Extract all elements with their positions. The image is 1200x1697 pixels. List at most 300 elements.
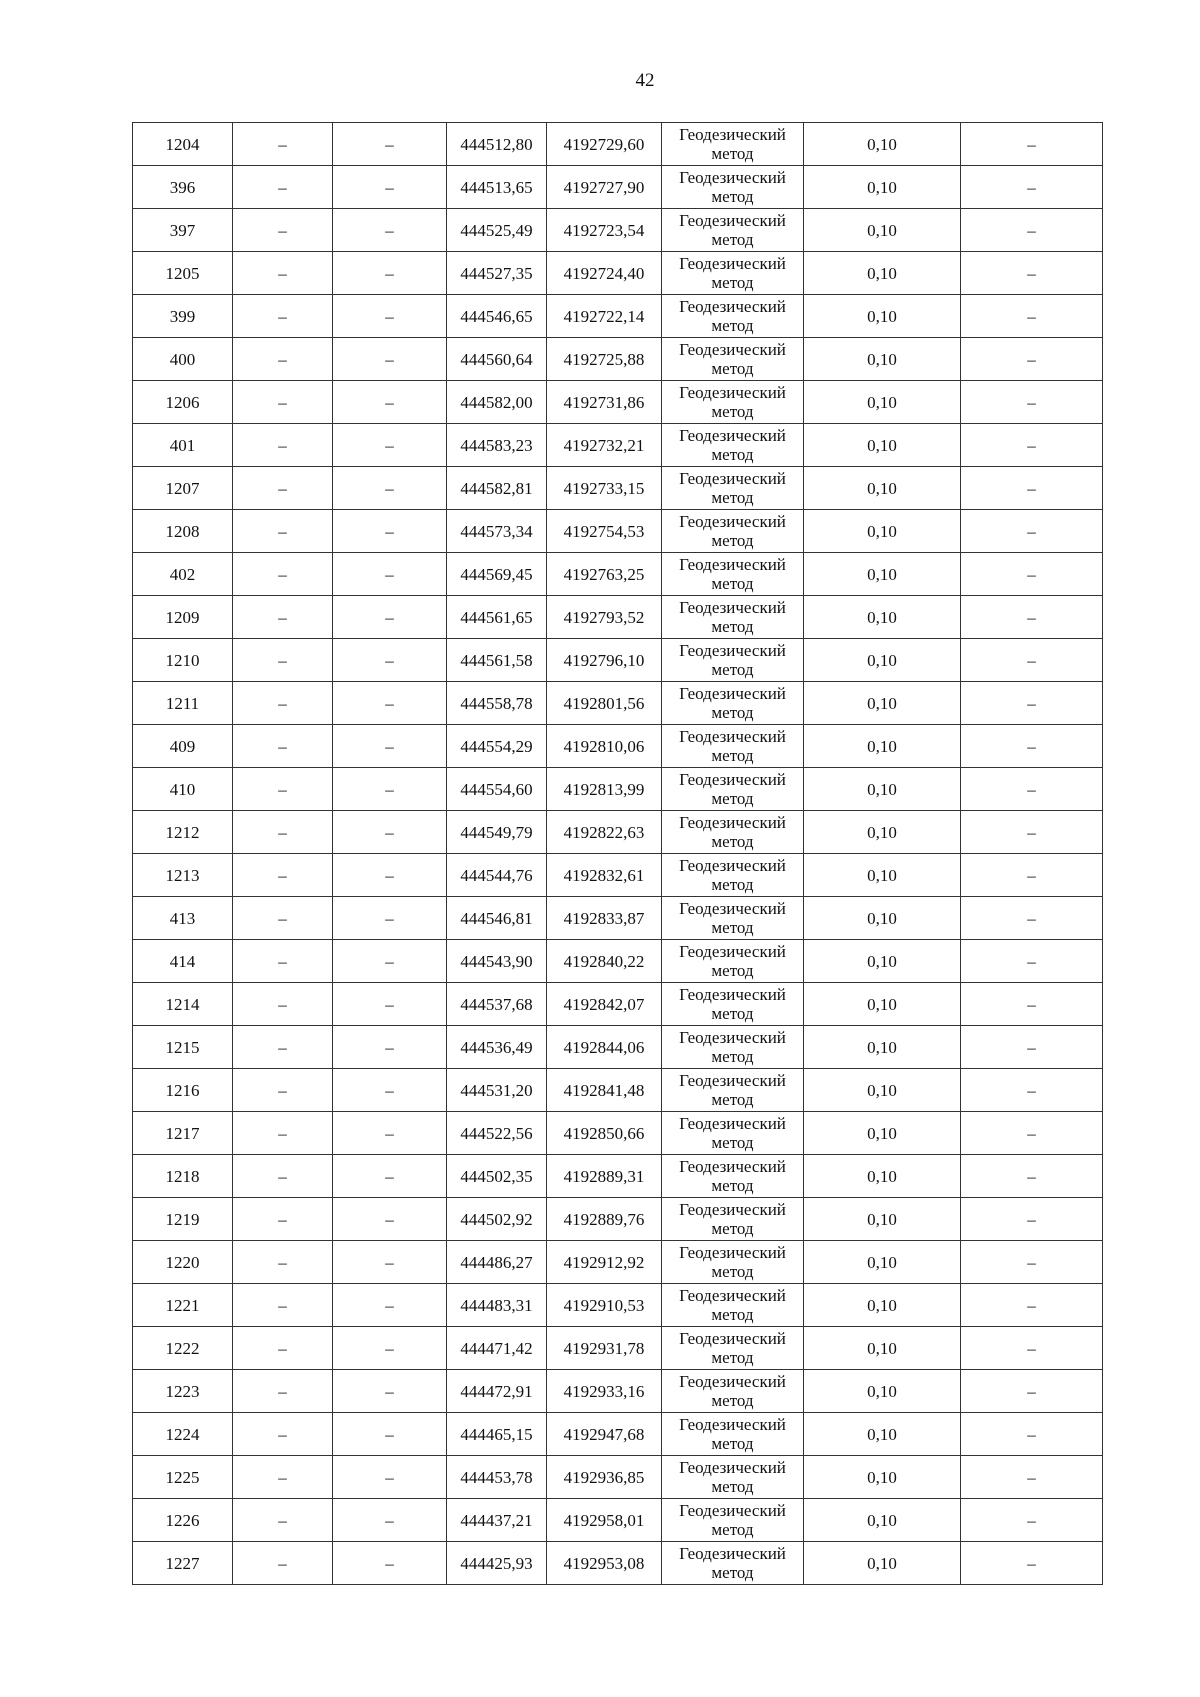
column-3-cell: – (333, 1241, 447, 1284)
accuracy-cell: 0,10 (804, 1026, 961, 1069)
column-3-cell: – (333, 811, 447, 854)
column-2-cell: – (233, 553, 333, 596)
method-cell: Геодезический метод (662, 1112, 804, 1155)
column-8-cell: – (961, 1112, 1103, 1155)
table-row (133, 295, 1103, 338)
point-number-cell: 1215 (133, 1026, 233, 1069)
column-2-cell: – (233, 596, 333, 639)
accuracy-cell: 0,10 (804, 1198, 961, 1241)
x-coordinate-cell: 444522,56 (447, 1112, 547, 1155)
y-coordinate-cell: 4192833,87 (547, 897, 662, 940)
column-8-cell: – (961, 596, 1103, 639)
method-cell: Геодезический метод (662, 1069, 804, 1112)
y-coordinate-cell: 4192889,31 (547, 1155, 662, 1198)
y-coordinate-cell: 4192731,86 (547, 381, 662, 424)
column-3-cell: – (333, 940, 447, 983)
point-number-cell: 400 (133, 338, 233, 381)
column-8-cell: – (961, 338, 1103, 381)
table-row (133, 166, 1103, 209)
table-row (133, 553, 1103, 596)
method-cell: Геодезический метод (662, 424, 804, 467)
method-cell: Геодезический метод (662, 854, 804, 897)
column-8-cell: – (961, 1026, 1103, 1069)
column-3-cell: – (333, 252, 447, 295)
method-cell: Геодезический метод (662, 1284, 804, 1327)
column-3-cell: – (333, 725, 447, 768)
point-number-cell: 1221 (133, 1284, 233, 1327)
accuracy-cell: 0,10 (804, 295, 961, 338)
page-number: 42 (635, 70, 655, 91)
x-coordinate-cell: 444536,49 (447, 1026, 547, 1069)
y-coordinate-cell: 4192729,60 (547, 123, 662, 166)
column-3-cell: – (333, 1284, 447, 1327)
method-cell: Геодезический метод (662, 553, 804, 596)
method-cell: Геодезический метод (662, 1456, 804, 1499)
column-8-cell: – (961, 1456, 1103, 1499)
y-coordinate-cell: 4192958,01 (547, 1499, 662, 1542)
accuracy-cell: 0,10 (804, 983, 961, 1026)
column-3-cell: – (333, 854, 447, 897)
column-8-cell: – (961, 768, 1103, 811)
column-2-cell: – (233, 854, 333, 897)
column-8-cell: – (961, 1284, 1103, 1327)
point-number-cell: 1213 (133, 854, 233, 897)
method-cell: Геодезический метод (662, 1026, 804, 1069)
x-coordinate-cell: 444537,68 (447, 983, 547, 1026)
x-coordinate-cell: 444471,42 (447, 1327, 547, 1370)
accuracy-cell: 0,10 (804, 209, 961, 252)
column-2-cell: – (233, 1499, 333, 1542)
table-row (133, 854, 1103, 897)
x-coordinate-cell: 444546,65 (447, 295, 547, 338)
method-cell: Геодезический метод (662, 639, 804, 682)
column-3-cell: – (333, 338, 447, 381)
x-coordinate-cell: 444582,81 (447, 467, 547, 510)
x-coordinate-cell: 444544,76 (447, 854, 547, 897)
table-row (133, 1069, 1103, 1112)
column-2-cell: – (233, 682, 333, 725)
column-8-cell: – (961, 854, 1103, 897)
column-3-cell: – (333, 1198, 447, 1241)
method-cell: Геодезический метод (662, 209, 804, 252)
point-number-cell: 1226 (133, 1499, 233, 1542)
accuracy-cell: 0,10 (804, 1112, 961, 1155)
x-coordinate-cell: 444453,78 (447, 1456, 547, 1499)
column-8-cell: – (961, 682, 1103, 725)
method-cell: Геодезический метод (662, 1327, 804, 1370)
table-row (133, 1456, 1103, 1499)
table-row (133, 1413, 1103, 1456)
x-coordinate-cell: 444549,79 (447, 811, 547, 854)
y-coordinate-cell: 4192844,06 (547, 1026, 662, 1069)
column-2-cell: – (233, 897, 333, 940)
x-coordinate-cell: 444561,65 (447, 596, 547, 639)
accuracy-cell: 0,10 (804, 467, 961, 510)
accuracy-cell: 0,10 (804, 424, 961, 467)
column-8-cell: – (961, 811, 1103, 854)
y-coordinate-cell: 4192754,53 (547, 510, 662, 553)
table-body (133, 123, 1103, 1585)
column-2-cell: – (233, 940, 333, 983)
column-2-cell: – (233, 725, 333, 768)
method-cell: Геодезический метод (662, 811, 804, 854)
y-coordinate-cell: 4192733,15 (547, 467, 662, 510)
column-3-cell: – (333, 1026, 447, 1069)
column-8-cell: – (961, 897, 1103, 940)
column-2-cell: – (233, 768, 333, 811)
column-2-cell: – (233, 1284, 333, 1327)
column-8-cell: – (961, 1327, 1103, 1370)
table-row (133, 1241, 1103, 1284)
method-cell: Геодезический метод (662, 123, 804, 166)
method-cell: Геодезический метод (662, 596, 804, 639)
y-coordinate-cell: 4192732,21 (547, 424, 662, 467)
table-row (133, 252, 1103, 295)
column-3-cell: – (333, 467, 447, 510)
column-8-cell: – (961, 424, 1103, 467)
point-number-cell: 1220 (133, 1241, 233, 1284)
column-3-cell: – (333, 1155, 447, 1198)
point-number-cell: 401 (133, 424, 233, 467)
column-8-cell: – (961, 381, 1103, 424)
column-8-cell: – (961, 940, 1103, 983)
column-8-cell: – (961, 1241, 1103, 1284)
accuracy-cell: 0,10 (804, 1155, 961, 1198)
y-coordinate-cell: 4192841,48 (547, 1069, 662, 1112)
table-row (133, 897, 1103, 940)
point-number-cell: 1224 (133, 1413, 233, 1456)
column-3-cell: – (333, 983, 447, 1026)
point-number-cell: 1223 (133, 1370, 233, 1413)
x-coordinate-cell: 444560,64 (447, 338, 547, 381)
y-coordinate-cell: 4192936,85 (547, 1456, 662, 1499)
accuracy-cell: 0,10 (804, 768, 961, 811)
method-cell: Геодезический метод (662, 1155, 804, 1198)
point-number-cell: 1222 (133, 1327, 233, 1370)
column-2-cell: – (233, 1198, 333, 1241)
y-coordinate-cell: 4192840,22 (547, 940, 662, 983)
column-8-cell: – (961, 467, 1103, 510)
accuracy-cell: 0,10 (804, 1542, 961, 1585)
method-cell: Геодезический метод (662, 381, 804, 424)
accuracy-cell: 0,10 (804, 1241, 961, 1284)
method-cell: Геодезический метод (662, 252, 804, 295)
accuracy-cell: 0,10 (804, 1413, 961, 1456)
column-2-cell: – (233, 1370, 333, 1413)
x-coordinate-cell: 444569,45 (447, 553, 547, 596)
table-row (133, 1542, 1103, 1585)
column-3-cell: – (333, 209, 447, 252)
x-coordinate-cell: 444486,27 (447, 1241, 547, 1284)
y-coordinate-cell: 4192953,08 (547, 1542, 662, 1585)
table-row (133, 811, 1103, 854)
column-2-cell: – (233, 424, 333, 467)
y-coordinate-cell: 4192801,56 (547, 682, 662, 725)
column-3-cell: – (333, 424, 447, 467)
x-coordinate-cell: 444527,35 (447, 252, 547, 295)
column-3-cell: – (333, 1413, 447, 1456)
x-coordinate-cell: 444512,80 (447, 123, 547, 166)
x-coordinate-cell: 444465,15 (447, 1413, 547, 1456)
column-3-cell: – (333, 682, 447, 725)
column-8-cell: – (961, 166, 1103, 209)
column-8-cell: – (961, 553, 1103, 596)
method-cell: Геодезический метод (662, 725, 804, 768)
column-2-cell: – (233, 123, 333, 166)
column-3-cell: – (333, 123, 447, 166)
table-row (133, 983, 1103, 1026)
column-3-cell: – (333, 1069, 447, 1112)
column-2-cell: – (233, 639, 333, 682)
point-number-cell: 1205 (133, 252, 233, 295)
method-cell: Геодезический метод (662, 1198, 804, 1241)
y-coordinate-cell: 4192912,92 (547, 1241, 662, 1284)
x-coordinate-cell: 444582,00 (447, 381, 547, 424)
method-cell: Геодезический метод (662, 166, 804, 209)
x-coordinate-cell: 444583,23 (447, 424, 547, 467)
method-cell: Геодезический метод (662, 1241, 804, 1284)
column-3-cell: – (333, 166, 447, 209)
x-coordinate-cell: 444561,58 (447, 639, 547, 682)
table-row (133, 1327, 1103, 1370)
point-number-cell: 397 (133, 209, 233, 252)
column-2-cell: – (233, 467, 333, 510)
x-coordinate-cell: 444573,34 (447, 510, 547, 553)
column-3-cell: – (333, 553, 447, 596)
column-8-cell: – (961, 1542, 1103, 1585)
accuracy-cell: 0,10 (804, 553, 961, 596)
method-cell: Геодезический метод (662, 768, 804, 811)
column-3-cell: – (333, 596, 447, 639)
point-number-cell: 413 (133, 897, 233, 940)
column-8-cell: – (961, 983, 1103, 1026)
accuracy-cell: 0,10 (804, 639, 961, 682)
accuracy-cell: 0,10 (804, 725, 961, 768)
accuracy-cell: 0,10 (804, 1456, 961, 1499)
table-row (133, 209, 1103, 252)
column-2-cell: – (233, 295, 333, 338)
y-coordinate-cell: 4192832,61 (547, 854, 662, 897)
table-row (133, 1026, 1103, 1069)
accuracy-cell: 0,10 (804, 682, 961, 725)
x-coordinate-cell: 444554,60 (447, 768, 547, 811)
table-row (133, 639, 1103, 682)
y-coordinate-cell: 4192724,40 (547, 252, 662, 295)
point-number-cell: 1227 (133, 1542, 233, 1585)
point-number-cell: 402 (133, 553, 233, 596)
table-row (133, 1284, 1103, 1327)
table-row (133, 123, 1103, 166)
y-coordinate-cell: 4192813,99 (547, 768, 662, 811)
y-coordinate-cell: 4192822,63 (547, 811, 662, 854)
point-number-cell: 399 (133, 295, 233, 338)
accuracy-cell: 0,10 (804, 1370, 961, 1413)
x-coordinate-cell: 444425,93 (447, 1542, 547, 1585)
accuracy-cell: 0,10 (804, 123, 961, 166)
column-8-cell: – (961, 1370, 1103, 1413)
column-3-cell: – (333, 1499, 447, 1542)
method-cell: Геодезический метод (662, 897, 804, 940)
column-2-cell: – (233, 983, 333, 1026)
column-3-cell: – (333, 639, 447, 682)
column-8-cell: – (961, 510, 1103, 553)
table-row (133, 1370, 1103, 1413)
point-number-cell: 1211 (133, 682, 233, 725)
table-row (133, 682, 1103, 725)
column-2-cell: – (233, 811, 333, 854)
method-cell: Геодезический метод (662, 467, 804, 510)
column-2-cell: – (233, 1155, 333, 1198)
point-number-cell: 396 (133, 166, 233, 209)
column-2-cell: – (233, 166, 333, 209)
y-coordinate-cell: 4192842,07 (547, 983, 662, 1026)
y-coordinate-cell: 4192723,54 (547, 209, 662, 252)
point-number-cell: 1206 (133, 381, 233, 424)
column-3-cell: – (333, 295, 447, 338)
column-2-cell: – (233, 338, 333, 381)
y-coordinate-cell: 4192793,52 (547, 596, 662, 639)
method-cell: Геодезический метод (662, 1370, 804, 1413)
accuracy-cell: 0,10 (804, 1284, 961, 1327)
point-number-cell: 1207 (133, 467, 233, 510)
method-cell: Геодезический метод (662, 1542, 804, 1585)
x-coordinate-cell: 444483,31 (447, 1284, 547, 1327)
accuracy-cell: 0,10 (804, 897, 961, 940)
accuracy-cell: 0,10 (804, 811, 961, 854)
method-cell: Геодезический метод (662, 1499, 804, 1542)
point-number-cell: 414 (133, 940, 233, 983)
method-cell: Геодезический метод (662, 983, 804, 1026)
column-8-cell: – (961, 295, 1103, 338)
x-coordinate-cell: 444502,35 (447, 1155, 547, 1198)
accuracy-cell: 0,10 (804, 381, 961, 424)
y-coordinate-cell: 4192947,68 (547, 1413, 662, 1456)
accuracy-cell: 0,10 (804, 1327, 961, 1370)
column-8-cell: – (961, 725, 1103, 768)
y-coordinate-cell: 4192933,16 (547, 1370, 662, 1413)
accuracy-cell: 0,10 (804, 338, 961, 381)
x-coordinate-cell: 444531,20 (447, 1069, 547, 1112)
column-3-cell: – (333, 510, 447, 553)
point-number-cell: 409 (133, 725, 233, 768)
accuracy-cell: 0,10 (804, 854, 961, 897)
column-3-cell: – (333, 897, 447, 940)
y-coordinate-cell: 4192850,66 (547, 1112, 662, 1155)
column-2-cell: – (233, 1542, 333, 1585)
column-2-cell: – (233, 252, 333, 295)
column-2-cell: – (233, 1026, 333, 1069)
point-number-cell: 410 (133, 768, 233, 811)
column-2-cell: – (233, 209, 333, 252)
point-number-cell: 1219 (133, 1198, 233, 1241)
x-coordinate-cell: 444558,78 (447, 682, 547, 725)
point-number-cell: 1216 (133, 1069, 233, 1112)
table-row (133, 381, 1103, 424)
column-2-cell: – (233, 1456, 333, 1499)
table-row (133, 338, 1103, 381)
column-8-cell: – (961, 1198, 1103, 1241)
x-coordinate-cell: 444554,29 (447, 725, 547, 768)
table-row (133, 1112, 1103, 1155)
column-8-cell: – (961, 1069, 1103, 1112)
column-8-cell: – (961, 252, 1103, 295)
accuracy-cell: 0,10 (804, 1499, 961, 1542)
table-row (133, 596, 1103, 639)
column-2-cell: – (233, 510, 333, 553)
column-3-cell: – (333, 1456, 447, 1499)
table-row (133, 510, 1103, 553)
x-coordinate-cell: 444525,49 (447, 209, 547, 252)
column-2-cell: – (233, 1112, 333, 1155)
x-coordinate-cell: 444437,21 (447, 1499, 547, 1542)
table-row (133, 1198, 1103, 1241)
y-coordinate-cell: 4192810,06 (547, 725, 662, 768)
point-number-cell: 1225 (133, 1456, 233, 1499)
method-cell: Геодезический метод (662, 510, 804, 553)
y-coordinate-cell: 4192796,10 (547, 639, 662, 682)
point-number-cell: 1214 (133, 983, 233, 1026)
accuracy-cell: 0,10 (804, 252, 961, 295)
column-8-cell: – (961, 1499, 1103, 1542)
column-8-cell: – (961, 1155, 1103, 1198)
y-coordinate-cell: 4192910,53 (547, 1284, 662, 1327)
point-number-cell: 1204 (133, 123, 233, 166)
point-number-cell: 1217 (133, 1112, 233, 1155)
y-coordinate-cell: 4192722,14 (547, 295, 662, 338)
column-8-cell: – (961, 123, 1103, 166)
table-row (133, 424, 1103, 467)
point-number-cell: 1212 (133, 811, 233, 854)
column-3-cell: – (333, 1327, 447, 1370)
x-coordinate-cell: 444546,81 (447, 897, 547, 940)
column-8-cell: – (961, 209, 1103, 252)
x-coordinate-cell: 444543,90 (447, 940, 547, 983)
y-coordinate-cell: 4192725,88 (547, 338, 662, 381)
accuracy-cell: 0,10 (804, 940, 961, 983)
accuracy-cell: 0,10 (804, 596, 961, 639)
column-2-cell: – (233, 381, 333, 424)
table-row (133, 1499, 1103, 1542)
table-row (133, 940, 1103, 983)
y-coordinate-cell: 4192727,90 (547, 166, 662, 209)
column-2-cell: – (233, 1241, 333, 1284)
table-row (133, 467, 1103, 510)
method-cell: Геодезический метод (662, 295, 804, 338)
point-number-cell: 1208 (133, 510, 233, 553)
coordinates-table (132, 122, 1103, 1585)
accuracy-cell: 0,10 (804, 510, 961, 553)
column-2-cell: – (233, 1069, 333, 1112)
column-8-cell: – (961, 639, 1103, 682)
column-2-cell: – (233, 1327, 333, 1370)
point-number-cell: 1210 (133, 639, 233, 682)
table-row (133, 725, 1103, 768)
column-8-cell: – (961, 1413, 1103, 1456)
method-cell: Геодезический метод (662, 338, 804, 381)
method-cell: Геодезический метод (662, 940, 804, 983)
point-number-cell: 1218 (133, 1155, 233, 1198)
method-cell: Геодезический метод (662, 682, 804, 725)
method-cell: Геодезический метод (662, 1413, 804, 1456)
y-coordinate-cell: 4192889,76 (547, 1198, 662, 1241)
point-number-cell: 1209 (133, 596, 233, 639)
column-3-cell: – (333, 381, 447, 424)
x-coordinate-cell: 444513,65 (447, 166, 547, 209)
table-row (133, 1155, 1103, 1198)
y-coordinate-cell: 4192763,25 (547, 553, 662, 596)
column-3-cell: – (333, 1542, 447, 1585)
table-row (133, 768, 1103, 811)
